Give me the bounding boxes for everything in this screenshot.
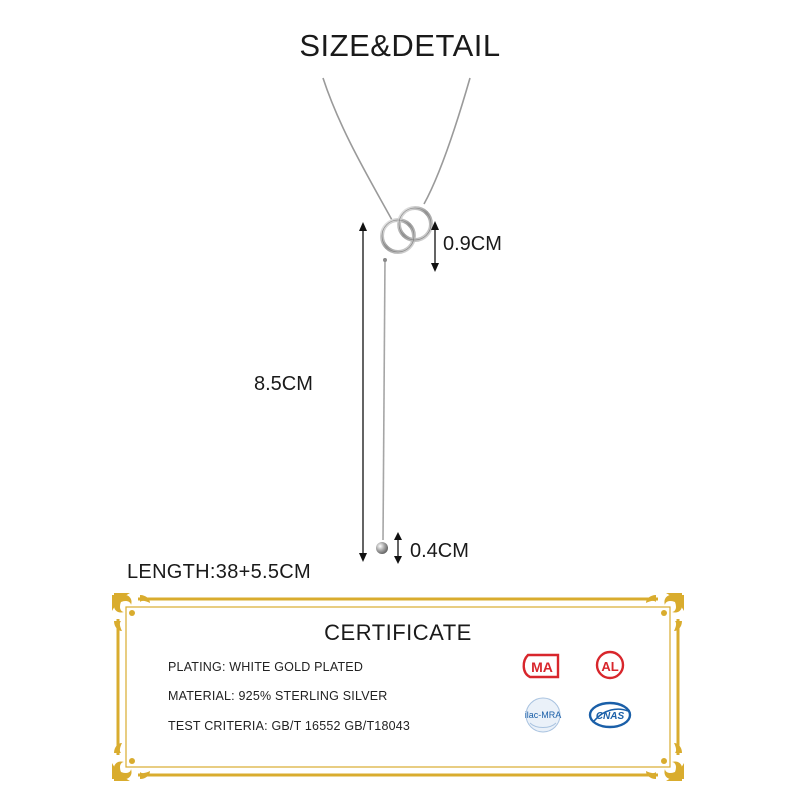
plating-line: PLATING: WHITE GOLD PLATED bbox=[168, 660, 364, 674]
drop-length-label: 8.5CM bbox=[254, 373, 313, 395]
drop-chain bbox=[383, 258, 385, 540]
test-criteria-line: TEST CRITERIA: GB/T 16552 GB/T18043 bbox=[168, 719, 411, 733]
certificate-title: CERTIFICATE bbox=[324, 620, 472, 645]
cnas-logo-icon bbox=[590, 703, 630, 727]
ilac-logo-text: ilac-MRA bbox=[524, 710, 562, 720]
bead bbox=[376, 542, 388, 554]
corner-ornament-bl bbox=[112, 743, 150, 781]
length-label: LENGTH:38+5.5CM bbox=[127, 561, 312, 583]
ring-height-arrow bbox=[431, 221, 439, 272]
ilac-mra-logo-icon bbox=[525, 698, 562, 732]
cma-logo-icon bbox=[524, 655, 558, 677]
ring-height-label: 0.9CM bbox=[443, 233, 502, 255]
cal-logo-icon bbox=[597, 652, 623, 678]
cnas-logo-text: CNAS bbox=[595, 711, 625, 722]
cma-logo-text: MA bbox=[531, 659, 553, 675]
cal-logo-text: AL bbox=[601, 659, 619, 674]
corner-ornament-br bbox=[646, 743, 684, 781]
chain-left bbox=[323, 78, 392, 220]
material-line: MATERIAL: 925% STERLING SILVER bbox=[168, 689, 388, 703]
drop-length-arrow bbox=[359, 222, 367, 562]
page-title: SIZE&DETAIL bbox=[299, 28, 501, 63]
bead-size-label: 0.4CM bbox=[410, 540, 469, 562]
bead-size-arrow bbox=[394, 532, 402, 564]
chain-right bbox=[424, 78, 470, 204]
certification-logos bbox=[520, 645, 640, 745]
